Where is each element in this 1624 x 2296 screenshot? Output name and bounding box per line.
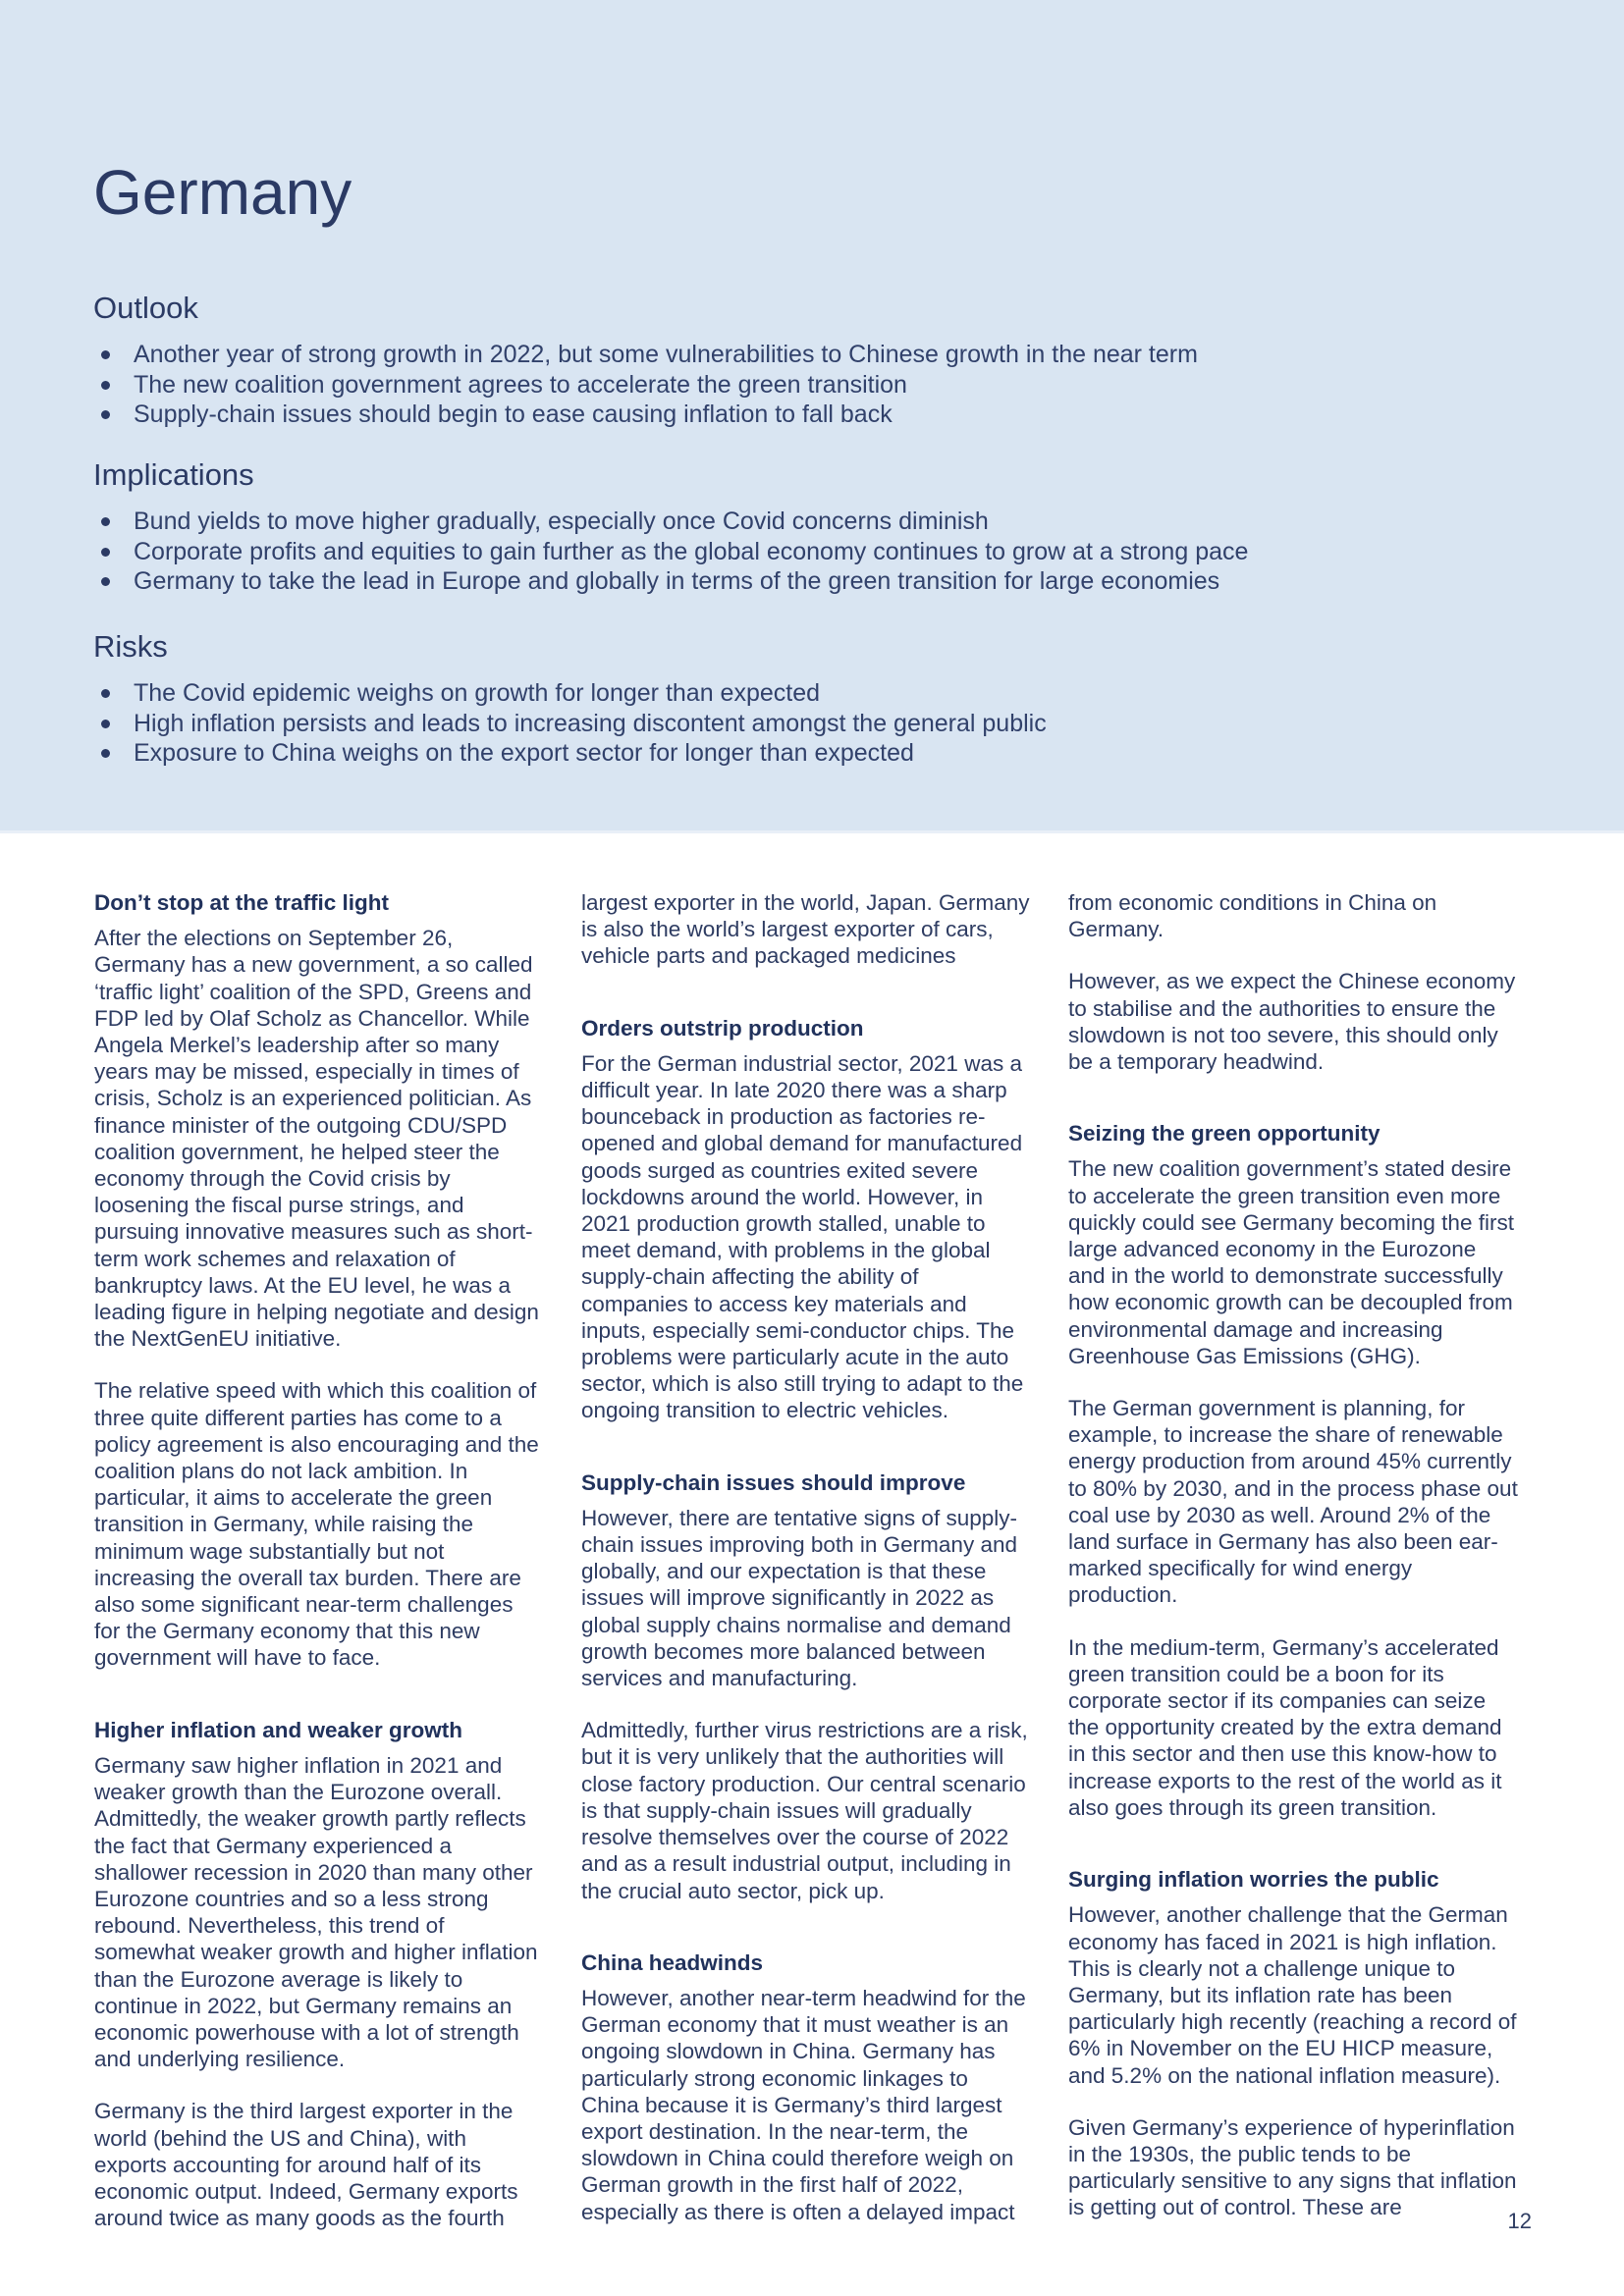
bullet-icon (101, 749, 110, 758)
bullet-text: The new coalition government agrees to accelerate the green transition (134, 370, 907, 399)
body-column-2 (581, 889, 1031, 2251)
body-paragraph: Admittedly, further virus restrictions are a risk, but it is very unlikely that the authorities will close factory production. Our central scenario is that supply-chain issues will gradually resolve themselves over the course of 2022 and as a result industrial output, including in the crucial auto sector, pick up. (581, 1718, 1028, 1903)
section-outlook (93, 291, 1448, 430)
column-subheading: Orders outstrip production (581, 1015, 864, 1041)
list-item (93, 566, 1448, 597)
body-column-3 (1068, 889, 1518, 2247)
bullet-text: Bund yields to move higher gradually, especially once Covid concerns diminish (134, 507, 989, 535)
list-item (93, 507, 1448, 537)
bullet-list (93, 678, 1448, 769)
bullet-text: Corporate profits and equities to gain further as the global economy continues to grow at a strong pace (134, 537, 1249, 565)
body-paragraph: However, another near-term headwind for the German economy that it must weather is an ongoing slowdown in China. Germany has particularly strong economic linkages to China because it is Germany’s third largest export destination. In the near-term, the slowdown in China could therefore weigh on German growth in the first half of 2022, especially as there is often a delayed impact (581, 1985, 1026, 2224)
section-heading: Risks (93, 629, 168, 664)
page-number: 12 (1507, 2209, 1532, 2233)
bullet-icon (101, 517, 110, 526)
bullet-text: Exposure to China weighs on the export sector for longer than expected (134, 739, 914, 767)
body-paragraph: For the German industrial sector, 2021 was a difficult year. In late 2020 there was a sharp bounceback in production as factories re-opened and global demand for manufactured goods surged as countries exited severe lockdowns around the world. However, in 2021 production growth stalled, unable to meet demand, with problems in the global supply-chain affecting the ability of companies to access key materials and inputs, especially semi-conductor chips. The problems were particularly acute in the auto sector, which is also still trying to adapt to the ongoing transition to electric vehicles. (581, 1050, 1024, 1423)
body-paragraph: Germany saw higher inflation in 2021 and weaker growth than the Eurozone overall. Admittedly, the weaker growth partly reflects the fact that Germany experienced a shallower recession in 2020 than many other Eurozone countries and so a less strong rebound. Nevertheless, this trend of somewhat weaker growth and higher inflation than the Eurozone average is likely to continue in 2022, but Germany remains an economic powerhouse with a lot of strength and underlying resilience. (94, 1752, 538, 2072)
column-subheading: China headwinds (581, 1949, 764, 1975)
body-paragraph: Germany is the third largest exporter in the world (behind the US and China), with exports accounting for around half of its economic output. Indeed, Germany exports around twice as many goods as the fourth (94, 2099, 518, 2231)
bullet-icon (101, 548, 110, 557)
body-paragraph: largest exporter in the world, Japan. Germany is also the world’s largest exporter of cars, vehicle parts and packaged medicines (581, 890, 1030, 969)
bullet-text: Germany to take the lead in Europe and globally in terms of the green transition for large economies (134, 567, 1220, 595)
bullet-icon (101, 720, 110, 728)
column-subheading: Seizing the green opportunity (1068, 1121, 1380, 1147)
body-paragraph: However, as we expect the Chinese economy to stabilise and the authorities to ensure the slowdown is not too severe, this should only be a temporary headwind. (1068, 969, 1516, 1075)
bullet-text: Another year of strong growth in 2022, but some vulnerabilities to Chinese growth in the near term (134, 341, 1198, 368)
body-paragraph: The new coalition government’s stated desire to accelerate the green transition even more quickly could see Germany becoming the first large advanced economy in the Eurozone and in the world to demonstrate successfully how economic growth can be decoupled from environmental damage and increasing Greenhouse Gas Emissions (GHG). (1068, 1156, 1514, 1368)
body-paragraph: However, another challenge that the German economy has faced in 2021 is high inflation. This is clearly not a challenge unique to Germany, but its inflation rate has been particularly high recently (reaching a record of 6% in November on the EU HICP measure, and 5.2% on the national inflation measure). (1068, 1902, 1517, 2088)
list-item (93, 340, 1448, 370)
body-paragraph: However, there are tentative signs of supply-chain issues improving both in Germany and globally, and our expectation is that these issues will improve significantly in 2022 as global supply chains normalise and demand growth becomes more balanced between services and manufacturing. (581, 1505, 1017, 1691)
column-subheading: Supply-chain issues should improve (581, 1469, 966, 1495)
body-column-1 (94, 889, 544, 2257)
bullet-text: High inflation persists and leads to increasing discontent amongst the general public (134, 709, 1047, 737)
body-paragraph: The German government is planning, for example, to increase the share of renewable energy production from around 45% currently to 80% by 2030, and in the process phase out coal use by 2030 as well. Around 2% of the land surface in Germany has also been ear-marked specifically for wind energy production. (1068, 1396, 1518, 1608)
bullet-list (93, 507, 1448, 597)
body-paragraph: from economic conditions in China on Germany. (1068, 890, 1437, 942)
section-heading: Outlook (93, 291, 198, 325)
list-item (93, 400, 1448, 430)
body-paragraph: The relative speed with which this coalition of three quite different parties has come to a policy agreement is also encouraging and the coalition plans do not lack ambition. In particular, it aims to accelerate the green transition in Germany, while raising the minimum wage substantially but not increasing the overall tax burden. There are also some significant near-term challenges for the Germany economy that this new government will have to face. (94, 1378, 539, 1671)
list-item (93, 537, 1448, 567)
bullet-list (93, 340, 1448, 430)
section-implications (93, 457, 1448, 597)
list-item (93, 738, 1448, 769)
section-risks (93, 629, 1448, 769)
list-item (93, 370, 1448, 400)
section-heading: Implications (93, 457, 254, 492)
bullet-text: The Covid epidemic weighs on growth for longer than expected (134, 679, 821, 707)
page-title: Germany (93, 156, 352, 228)
bullet-text: Supply-chain issues should begin to ease causing inflation to fall back (134, 400, 893, 428)
body-paragraph: In the medium-term, Germany’s accelerated green transition could be a boon for its corporate sector if its companies can seize the opportunity created by the extra demand in this sector and then use this know-how to increase exports to the rest of the world as it also goes through its green transition. (1068, 1634, 1502, 1820)
column-subheading: Don’t stop at the traffic light (94, 890, 389, 915)
column-subheading: Higher inflation and weaker growth (94, 1717, 463, 1742)
bullet-icon (101, 689, 110, 698)
list-item (93, 678, 1448, 709)
body-paragraph: Given Germany’s experience of hyperinflation in the 1930s, the public tends to be particularly sensitive to any signs that inflation is getting out of control. These are (1068, 2114, 1517, 2220)
bullet-icon (101, 577, 110, 586)
list-item (93, 709, 1448, 739)
bullet-icon (101, 410, 110, 419)
body-paragraph: After the elections on September 26, Germany has a new government, a so called ‘traffic light’ coalition of the SPD, Greens and FDP led by Olaf Scholz as Chancellor. While Angela Merkel’s leadership after so many years may be missed, especially in times of crisis, Scholz is an experienced politician. As finance minister of the outgoing CDU/SPD coalition government, he helped steer the economy through the Covid crisis by loosening the fiscal purse strings, and pursuing innovative measures such as short-term work schemes and relaxation of bankruptcy laws. At the EU level, he was a leading figure in helping negotiate and design the NextGenEU initiative. (94, 926, 539, 1352)
bullet-icon (101, 350, 110, 359)
bullet-icon (101, 381, 110, 390)
column-subheading: Surging inflation worries the public (1068, 1867, 1439, 1893)
